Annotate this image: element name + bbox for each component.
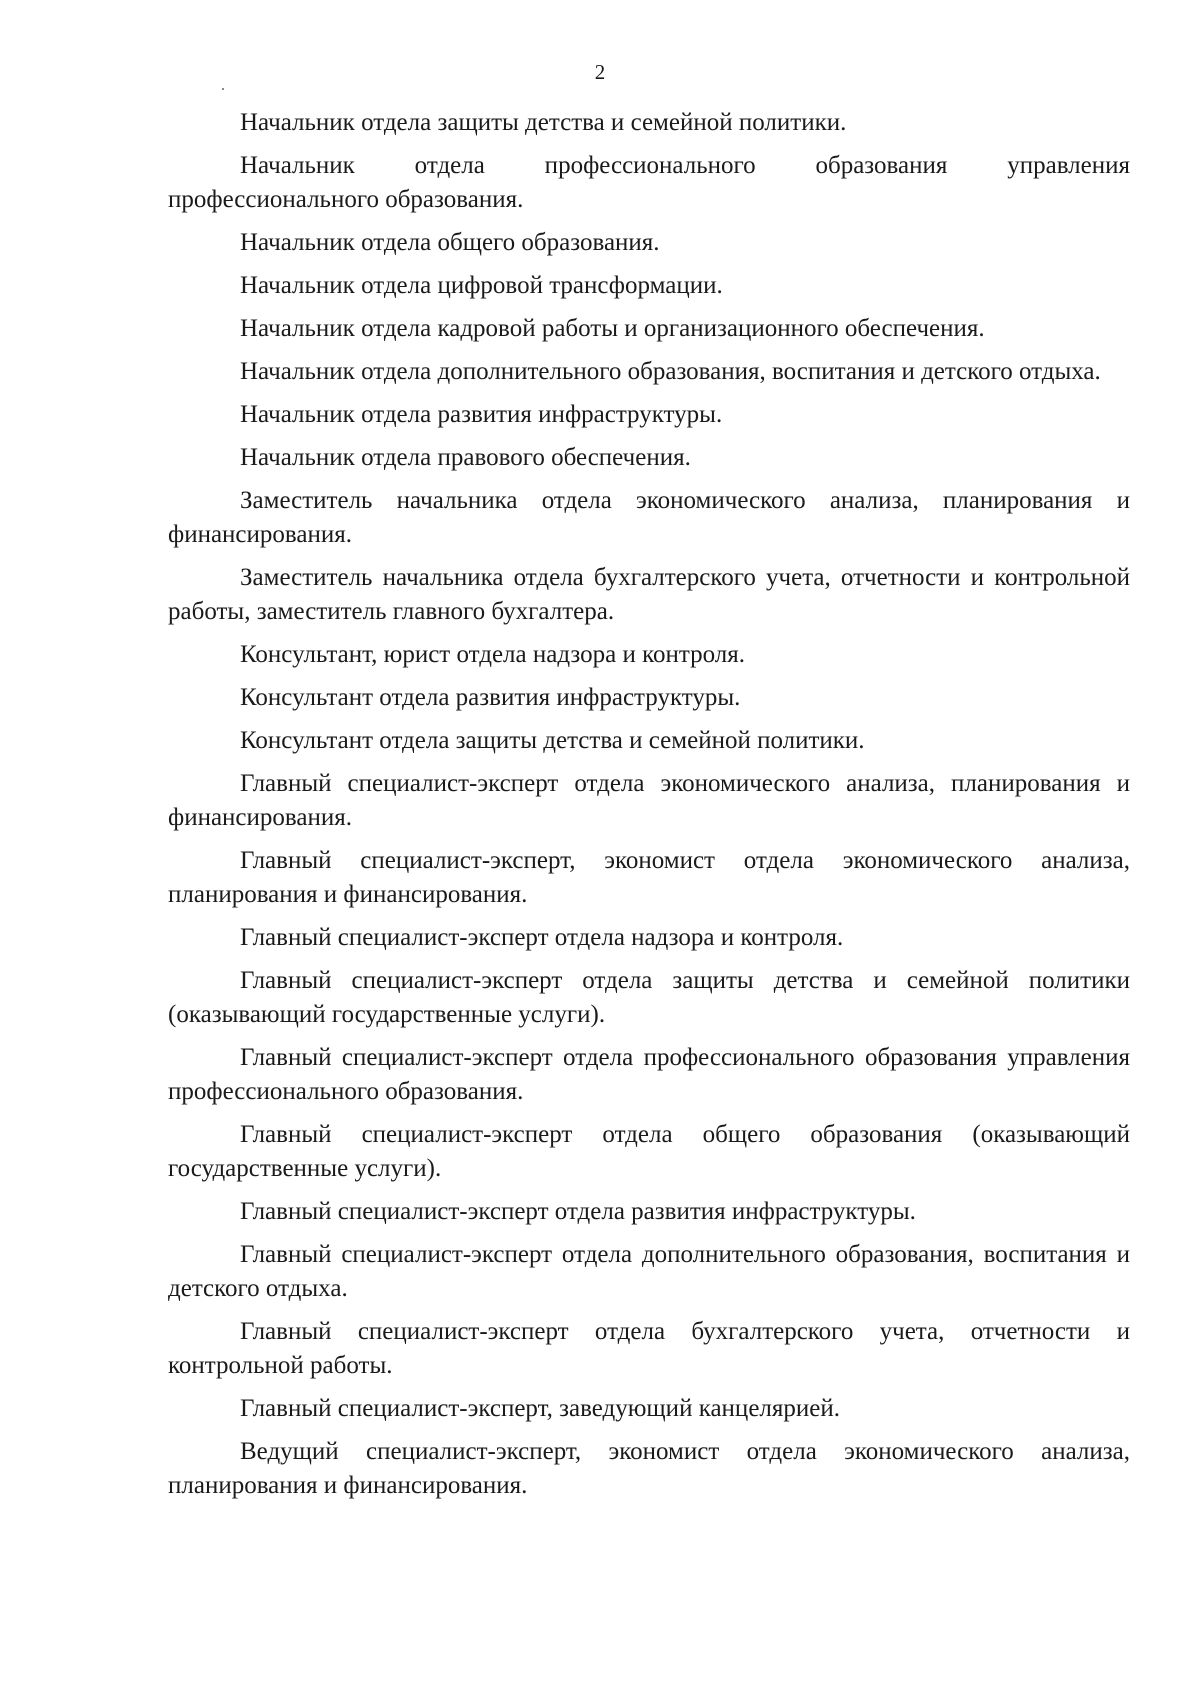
- page-number: 2: [594, 60, 606, 84]
- paragraph: Ведущий специалист-эксперт, экономист отдела экономического анализа, планирования и финансирования.: [168, 1438, 1130, 1499]
- paragraph: Начальник отдела защиты детства и семейной политики.: [240, 109, 847, 136]
- paragraph: Главный специалист-эксперт отдела экономического анализа, планирования и финансирования.: [168, 770, 1130, 831]
- paragraph: Начальник отдела цифровой трансформации.: [240, 272, 723, 299]
- paragraph: Начальник отдела кадровой работы и организационного обеспечения.: [240, 315, 985, 342]
- paragraph: Главный специалист-эксперт отдела бухгалтерского учета, отчетности и контрольной работы.: [168, 1318, 1130, 1379]
- paragraph: Главный специалист-эксперт отдела надзора и контроля.: [240, 924, 844, 951]
- paragraph: Главный специалист-эксперт отдела развития инфраструктуры.: [240, 1198, 916, 1225]
- paragraph: Главный специалист-эксперт, экономист отдела экономического анализа, планирования и финансирования.: [168, 847, 1130, 908]
- paragraph: Главный специалист-эксперт отдела дополнительного образования, воспитания и детского отдыха.: [168, 1241, 1130, 1302]
- paragraph: Консультант отдела развития инфраструктуры.: [240, 684, 741, 711]
- paragraph: Консультант отдела защиты детства и семейной политики.: [240, 727, 865, 754]
- paragraph: Главный специалист-эксперт отдела профессионального образования управления профессионального образования.: [168, 1044, 1130, 1105]
- scan-speck: [222, 88, 224, 90]
- paragraph: Заместитель начальника отдела бухгалтерского учета, отчетности и контрольной работы, заместитель главного бухгалтера.: [168, 564, 1130, 625]
- paragraph: Начальник отдела развития инфраструктуры.: [240, 401, 723, 428]
- paragraph: Начальник отдела общего образования.: [240, 229, 660, 256]
- paragraph: Главный специалист-эксперт отдела общего образования (оказывающий государственные услуги).: [168, 1121, 1130, 1182]
- document-body: [168, 106, 1130, 1512]
- paragraph: Главный специалист-эксперт отдела защиты детства и семейной политики (оказывающий государственные услуги).: [168, 967, 1130, 1028]
- paragraph: Консультант, юрист отдела надзора и контроля.: [240, 641, 745, 668]
- paragraph: Начальник отдела профессионального образования управления профессионального образования.: [168, 152, 1130, 213]
- paragraph: Главный специалист-эксперт, заведующий канцелярией.: [240, 1395, 840, 1422]
- paragraph: Начальник отдела правового обеспечения.: [240, 444, 691, 471]
- paragraph: Начальник отдела дополнительного образования, воспитания и детского отдыха.: [240, 358, 1101, 385]
- paragraph: Заместитель начальника отдела экономического анализа, планирования и финансирования.: [168, 487, 1130, 548]
